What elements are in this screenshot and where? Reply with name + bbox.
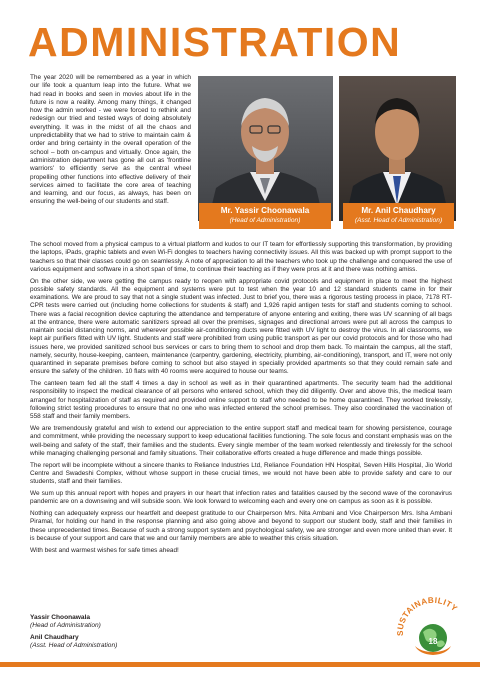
intro-paragraph: The year 2020 will be remembered as a year in which our life took a quantum leap into the future. What we had read in books and seen in movies about life in the future is now a reality. Among many things, it changed how the admin worked - we were forced to rethink and redesign our tried and tested ways of doing absolutely everything. It was in the midst of all the chaos and unpredictability that we had to strive to maintain calm & order and bring certainty in the overall operation of the school – both on-campus and virtually. Once again, the administration department has gone all out as 'frontline warriors' to efficiently serve as the central wheel propelling other functions into effective delivery of their services aimed to facilitate the core area of teaching and learning, and our focus, as always, has been on ensuring the well-being of our students and staff. — [30, 74, 191, 206]
signature-name: Yassir Choonawala — [30, 614, 91, 621]
svg-text:SUSTAINABILITY: SUSTAINABILITY — [395, 595, 460, 637]
paragraph: Nothing can adequately express our heartfelt and deepest gratitude to our Chairperson Mrs. Nita Ambani and Vice Chairperson Mrs. Isha Ambani Piramal, for holding our hand in the response planning and also going above and beyond to support our student body, staff and their families in these unprecedented times. Because of such a strong support system and psychological safety, we are stronger and even more united than ever. It is because of your support and care that we and our family members are able to weather this crisis situation. — [30, 510, 452, 542]
signature-role: (Asst. Head of Administration) — [30, 642, 118, 650]
profile-caption-anil — [343, 203, 454, 229]
paragraph: We sum up this annual report with hopes and prayers in our heart that infection rates and fatalities caused by the second wave of the coronavirus pandemic are on a downswing and will subside soon. We look forward to welcoming each and every one on campus as soon as it is possible. — [30, 489, 452, 506]
bottom-accent-bar — [0, 662, 480, 667]
profile-name: Mr. Anil Chaudhary — [361, 206, 436, 215]
signature-block-yassir — [30, 614, 101, 631]
sustainability-badge — [393, 586, 471, 658]
paragraph: The canteen team fed all the staff 4 times a day in school as well as in their quarantined apartments. The security team had the additional responsibility to inspect the medical clearance of all persons who entered school, which they did diligently. Over and above this, the medical team arranged for hospitalization of staff as required and provided online support to staff who needed to be home quarantined. They worked tirelessly, following strict testing procedures to ensure that no one who was infected entered the school premises. They also coordinated the vaccination of 558 staff and their family members. — [30, 380, 452, 421]
page-title: ADMINISTRATION — [28, 19, 402, 65]
portrait-yassir-choonawala — [198, 76, 333, 221]
globe-hands-icon — [393, 586, 471, 658]
closing-line: With best and warmest wishes for safe times ahead! — [30, 546, 179, 554]
paragraph: The school moved from a physical campus to a virtual platform and kudos to our IT team for effortlessly supporting this transformation, by providing the laptops, iPads, graphic tablets and even Wi-Fi dongles to teachers having connectivity issues. All this was backed up with prompt support to the teachers so that their classes could go on seamlessly. A note of appreciation to all the teachers who took up the challenge and conquered the use of various equipment and software in a short span of time, to continue their teaching as if they were pros at it and there was nothing amiss. — [30, 241, 452, 273]
page-number: 18 — [428, 637, 438, 646]
paragraph: On the other side, we were getting the campus ready to reopen with appropriate covid protocols and equipment in place to meet the highest possible safety standards. All the equipment and systems were put to test when the year 10 and 12 standard students came in for their examinations. We are proud to say that not a single student was infected. Just to brief you, there was a rigorous testing process in place, 7178 RT-CPR tests were carried out (including home collections for students & staff) and 1,926 rapid antigen tests for staff and students coming to school. There was a facial recognition device capturing the attendance and temperature of anyone entering and exiting, there was UV scanning of all bags at the entrance, there were automatic sanitizers spread all over the premises, signages and directional arrows were put all across the campus to maintain social distancing norms, and wherever possible air-conditioning ducts were fitted with UV light to destroy the virus. In all classrooms, we kept air purifiers fitted with UV light. Students and staff were prohibited from using public transport as per our covid protocols and for those who had issues here, we provided sanitized school bus services or cars to bring them to school and drop them back. To maintain the campus, all the staff, namely, security, house-keeping, canteen, maintenance (carpentry, gardening, electricity, plumbing, air-conditioning), transport, and IT, were not only quarantined in separate premises before coming to school but also stayed in specially provided apartments so that they could remain safe and ensure the safety of the children. 10 flats with 40 rooms were acquired to house our teams. — [30, 277, 452, 376]
signature-name: Anil Chaudhary — [30, 634, 79, 641]
paragraph: We are tremendously grateful and wish to extend our appreciation to the entire support staff and medical team for showing persistence, courage and commitment, while providing the necessary support to keep educational facilities functioning. The sole focus and constant emphasis was on the well-being and safety of the staff, their families and the students. Every single member of the team worked relentlessly and tirelessly for the school while managing challenging personal and family situations. Their collaborative efforts created a huge difference and made things possible. — [30, 425, 452, 457]
profile-name: Mr. Yassir Choonawala — [220, 206, 310, 215]
portrait-anil-chaudhary — [339, 76, 456, 221]
report-body — [30, 241, 452, 559]
profile-role: (Head of Administration) — [229, 217, 301, 224]
signature-role: (Head of Administration) — [30, 622, 101, 630]
paragraph: The report will be incomplete without a sincere thanks to Reliance Industries Ltd, Reliance Foundation HN Hospital, Seven Hills Hospital, Jio World Centre and Swadeshi Complex, without whose support in these crucial times, we would not have been able to provide safety and care to our students, staff and their families. — [30, 461, 452, 486]
profile-role: (Asst. Head of Administration) — [354, 217, 443, 224]
signature-block-anil — [30, 634, 117, 651]
profile-caption-yassir — [199, 203, 331, 229]
